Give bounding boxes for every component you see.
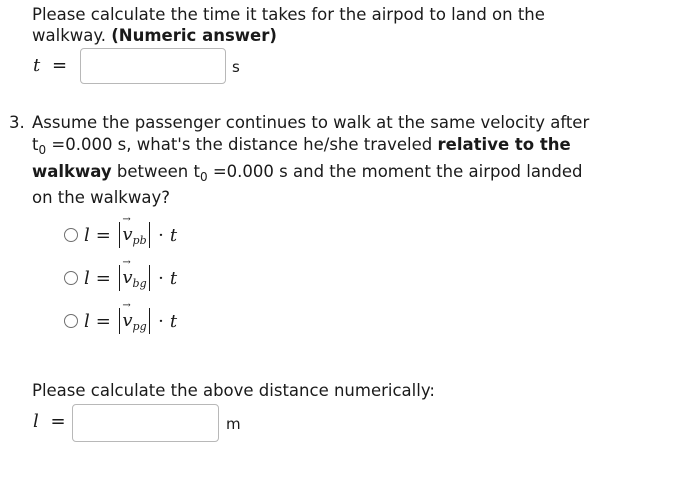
vector-arrow-icon: → (122, 256, 131, 268)
abs-bar-left (119, 308, 121, 334)
velocity-vector: → $v_{bg}$ (122, 256, 147, 290)
formula-equals: = (95, 267, 111, 289)
abs-bar-right (149, 222, 151, 248)
q2-numeric-answer-label: (Numeric answer) (111, 26, 277, 45)
velocity-vector: → $v_{pg}$ (122, 299, 147, 333)
q2-unit: s (232, 58, 240, 76)
q3-line1: Assume the passenger continues to walk at the same velocity after (32, 113, 590, 132)
vector-arrow-icon: → (122, 299, 131, 311)
radio-button-vpg[interactable] (64, 314, 78, 328)
q4-equals: = (50, 411, 66, 432)
q3-line2-text: =0.000 s, what's the distance he/she traveled (51, 135, 433, 154)
q4-prompt: Please calculate the above distance numerically: (32, 381, 435, 400)
formula-equals: = (95, 310, 111, 332)
abs-bar-right (149, 265, 151, 291)
formula-vbg (84, 256, 178, 291)
radio-button-vbg[interactable] (64, 271, 78, 285)
formula-equals: = (95, 224, 111, 246)
q2-prompt-line1: Please calculate the time it takes for the airpod to land on the (32, 5, 545, 24)
q2-prompt-line2 (32, 24, 277, 48)
q3-t0-sub-2: 0 (199, 170, 208, 184)
q4-equation-label (33, 410, 66, 434)
option-vpb[interactable] (64, 213, 178, 248)
velocity-sub: pg (132, 319, 147, 333)
formula-t: t (169, 310, 178, 332)
q3-t0-label: t (32, 135, 39, 154)
formula-lhs: l (84, 224, 90, 246)
q2-equals: = (51, 55, 68, 76)
formula-vpg (84, 299, 178, 334)
q3-line3 (32, 160, 583, 189)
q3-between-label: between t (116, 162, 200, 181)
formula-lhs: l (84, 267, 90, 289)
q4-var-l: l (33, 411, 39, 432)
multiply-dot: · (158, 310, 164, 332)
vector-arrow-icon: → (122, 213, 131, 225)
q3-walkway-label: walkway (32, 162, 112, 181)
q2-prompt-walkway: walkway. (32, 26, 107, 45)
q2-equation-label (33, 54, 67, 78)
option-vpg[interactable] (64, 299, 178, 334)
radio-button-vpb[interactable] (64, 228, 78, 242)
formula-lhs: l (84, 310, 90, 332)
q4-unit: m (226, 415, 241, 433)
q3-line4: on the walkway? (32, 188, 170, 207)
abs-bar-left (119, 222, 121, 248)
velocity-vector: → $v_{pb}$ (122, 213, 147, 247)
formula-vpb (84, 213, 178, 248)
multiply-dot: · (158, 224, 164, 246)
time-answer-input[interactable] (80, 48, 226, 84)
q3-line2 (32, 133, 571, 162)
option-vbg[interactable] (64, 256, 178, 291)
multiply-dot: · (158, 267, 164, 289)
formula-t: t (169, 267, 178, 289)
q3-number: 3. (9, 113, 25, 132)
velocity-sub: pb (132, 233, 147, 247)
q2-var-t: t (33, 55, 41, 76)
distance-answer-input[interactable] (72, 404, 219, 442)
q3-relative-label: relative to the (437, 135, 571, 154)
q3-line3-text: =0.000 s and the moment the airpod landed (212, 162, 583, 181)
abs-bar-left (119, 265, 121, 291)
velocity-sub: bg (132, 276, 147, 290)
q3-t0-sub: 0 (38, 143, 47, 157)
abs-bar-right (149, 308, 151, 334)
formula-t: t (169, 224, 178, 246)
